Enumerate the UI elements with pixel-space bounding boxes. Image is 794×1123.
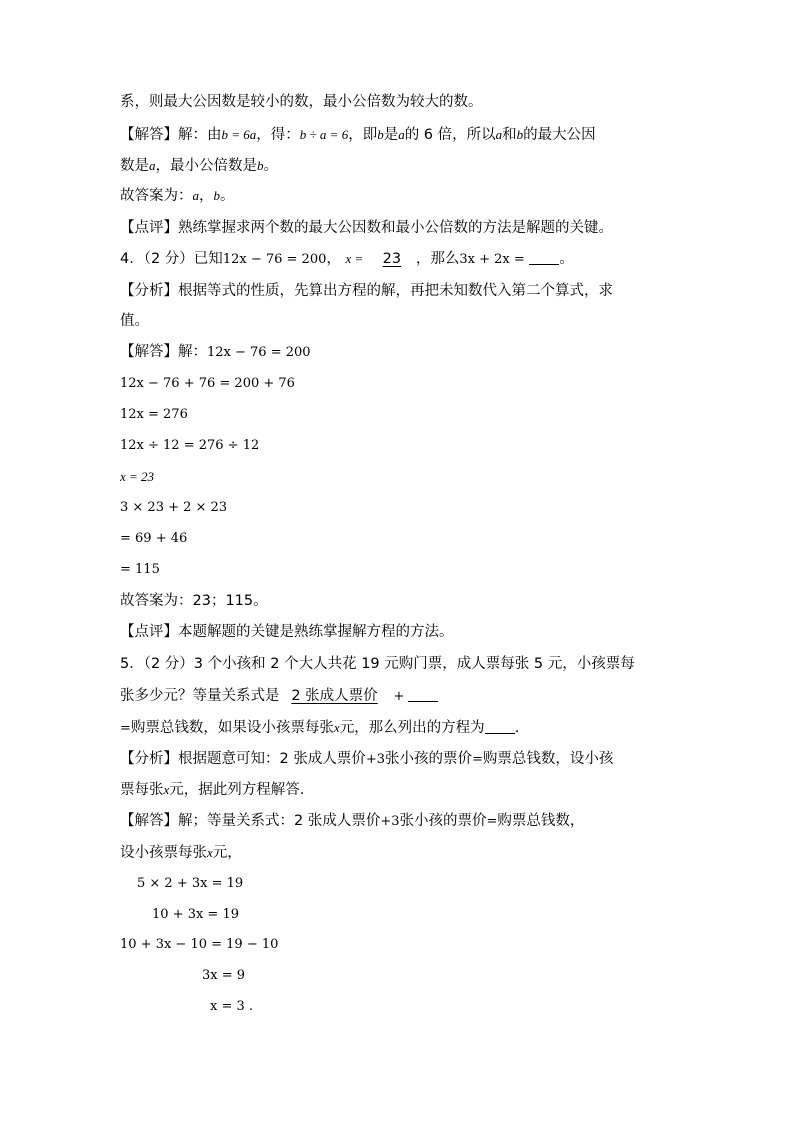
text-line [120,218,613,238]
text: 购票总钱数，设小孩 [482,751,614,767]
text-line [120,311,149,331]
text: 。 [220,188,235,204]
math: a [192,188,199,203]
text: 【解答】解： [120,344,207,360]
text-line [120,92,483,112]
text-line [120,843,242,863]
text: ，最小公倍数是 [155,158,257,174]
math: = [472,752,483,767]
equation-line: x = 3 . [210,999,254,1014]
text: 设小孩票每张 [120,845,207,861]
text: 购票总钱数，如果设小孩票每张 [130,720,334,736]
math: + [393,689,405,704]
text: 元，据此列方程解答. [169,782,305,798]
answer-blank: 2 张成人票价 [291,688,378,704]
math: b [257,158,264,173]
text: 元，那么列出的方程为 [339,720,485,736]
answer-blank [485,719,515,734]
equation-line: 12x ÷ 12 = 276 ÷ 12 [120,438,260,453]
math: = [486,814,498,829]
math: a [495,127,503,142]
text-line [120,686,438,707]
text: 值。 [120,313,149,329]
text: 系，则最大公因数是较小的数，最小公倍数为较大的数。 [120,94,483,110]
equation-line: 5 × 2 + 3x = 19 [137,876,244,891]
text: 【解答】解；等量关系式：2 张成人票价 [120,813,381,829]
text: 【点评】熟练掌握求两个数的最大公因数和最小公倍数的方法是解题的关键。 [120,220,613,236]
text: . [514,720,520,736]
text: 和 [502,127,517,143]
text: 张小孩的票价 [385,751,473,767]
math: 12x − 76 = 200 [207,345,311,360]
text-line [120,591,268,611]
equation-line: = 69 + 46 [120,531,188,546]
equation-line: 3x = 9 [202,968,246,983]
text-line [120,281,613,301]
text: ，得： [256,127,300,143]
math: b ÷ a = 6 [299,127,349,142]
text: 【分析】根据题意可知：2 张成人票价 [120,751,366,767]
equation-line: 3 × 23 + 2 × 23 [120,500,228,515]
math: 3x + 2x = [459,252,525,267]
question-4 [120,249,574,270]
equation-line: 12x = 276 [120,407,188,422]
text-line [120,622,454,642]
text-line [120,718,519,739]
text: 【解答】解：由 [120,127,222,143]
math: = [120,721,131,736]
equation-line: 10 + 3x = 19 [152,907,240,922]
math: +3 [365,752,386,767]
math: a [398,127,405,142]
text: 的 6 倍，所以 [404,127,496,143]
text: 元， [212,845,242,861]
text: ，那么 [415,251,460,267]
math: b = 6a [221,127,257,142]
text: 张小孩的票价 [399,813,487,829]
text: 的最大公因 [523,127,596,143]
text: 数是 [120,158,149,174]
math: x = [345,251,364,266]
math: b [516,127,524,142]
text-line [120,186,235,206]
text: 。 [559,251,574,267]
text-line [120,811,584,832]
text: 故答案为：23；115。 [120,593,268,609]
math: x [163,782,170,797]
math: a [149,158,156,173]
math: x [207,845,213,860]
math: x [333,720,340,735]
text-line [120,780,304,800]
text: 【点评】本题解题的关键是熟练掌握解方程的方法。 [120,624,454,640]
text: 故答案为： [120,188,193,204]
text: 【分析】根据等式的性质，先算出方程的解，再把未知数代入第二个算式，求 [120,283,613,299]
math: 12x − 76 = 200 [222,252,327,267]
math: b [213,188,220,203]
text: 票每张 [120,782,164,798]
text: ，即 [348,127,378,143]
text: 4．（2 分）已知 [120,251,223,267]
answer-blank [408,687,438,702]
equation-line: 10 + 3x − 10 = 19 − 10 [120,937,279,952]
equation-line: = 115 [120,562,160,577]
text: 购票总钱数， [497,813,585,829]
text-line [120,125,596,145]
question-5 [120,654,635,674]
text: 5．（2 分）3 个小孩和 2 个大人共花 19 元购门票，成人票每张 5 元，小孩票每 [120,656,635,672]
text: 张多少元？等量关系式是 [120,688,280,704]
equation-line: x = 23 [120,469,155,484]
answer-blank: 23 [382,251,402,267]
text: ， [326,251,341,267]
math: b [377,127,384,142]
equation-line: 12x − 76 + 76 = 200 + 76 [120,376,295,391]
math: +3 [380,814,400,829]
text: 是 [383,127,399,143]
text-line [120,749,613,770]
text-line [120,156,278,176]
answer-blank [529,250,559,265]
text: ， [199,188,214,204]
text: 。 [263,158,278,174]
text-line [120,342,311,363]
